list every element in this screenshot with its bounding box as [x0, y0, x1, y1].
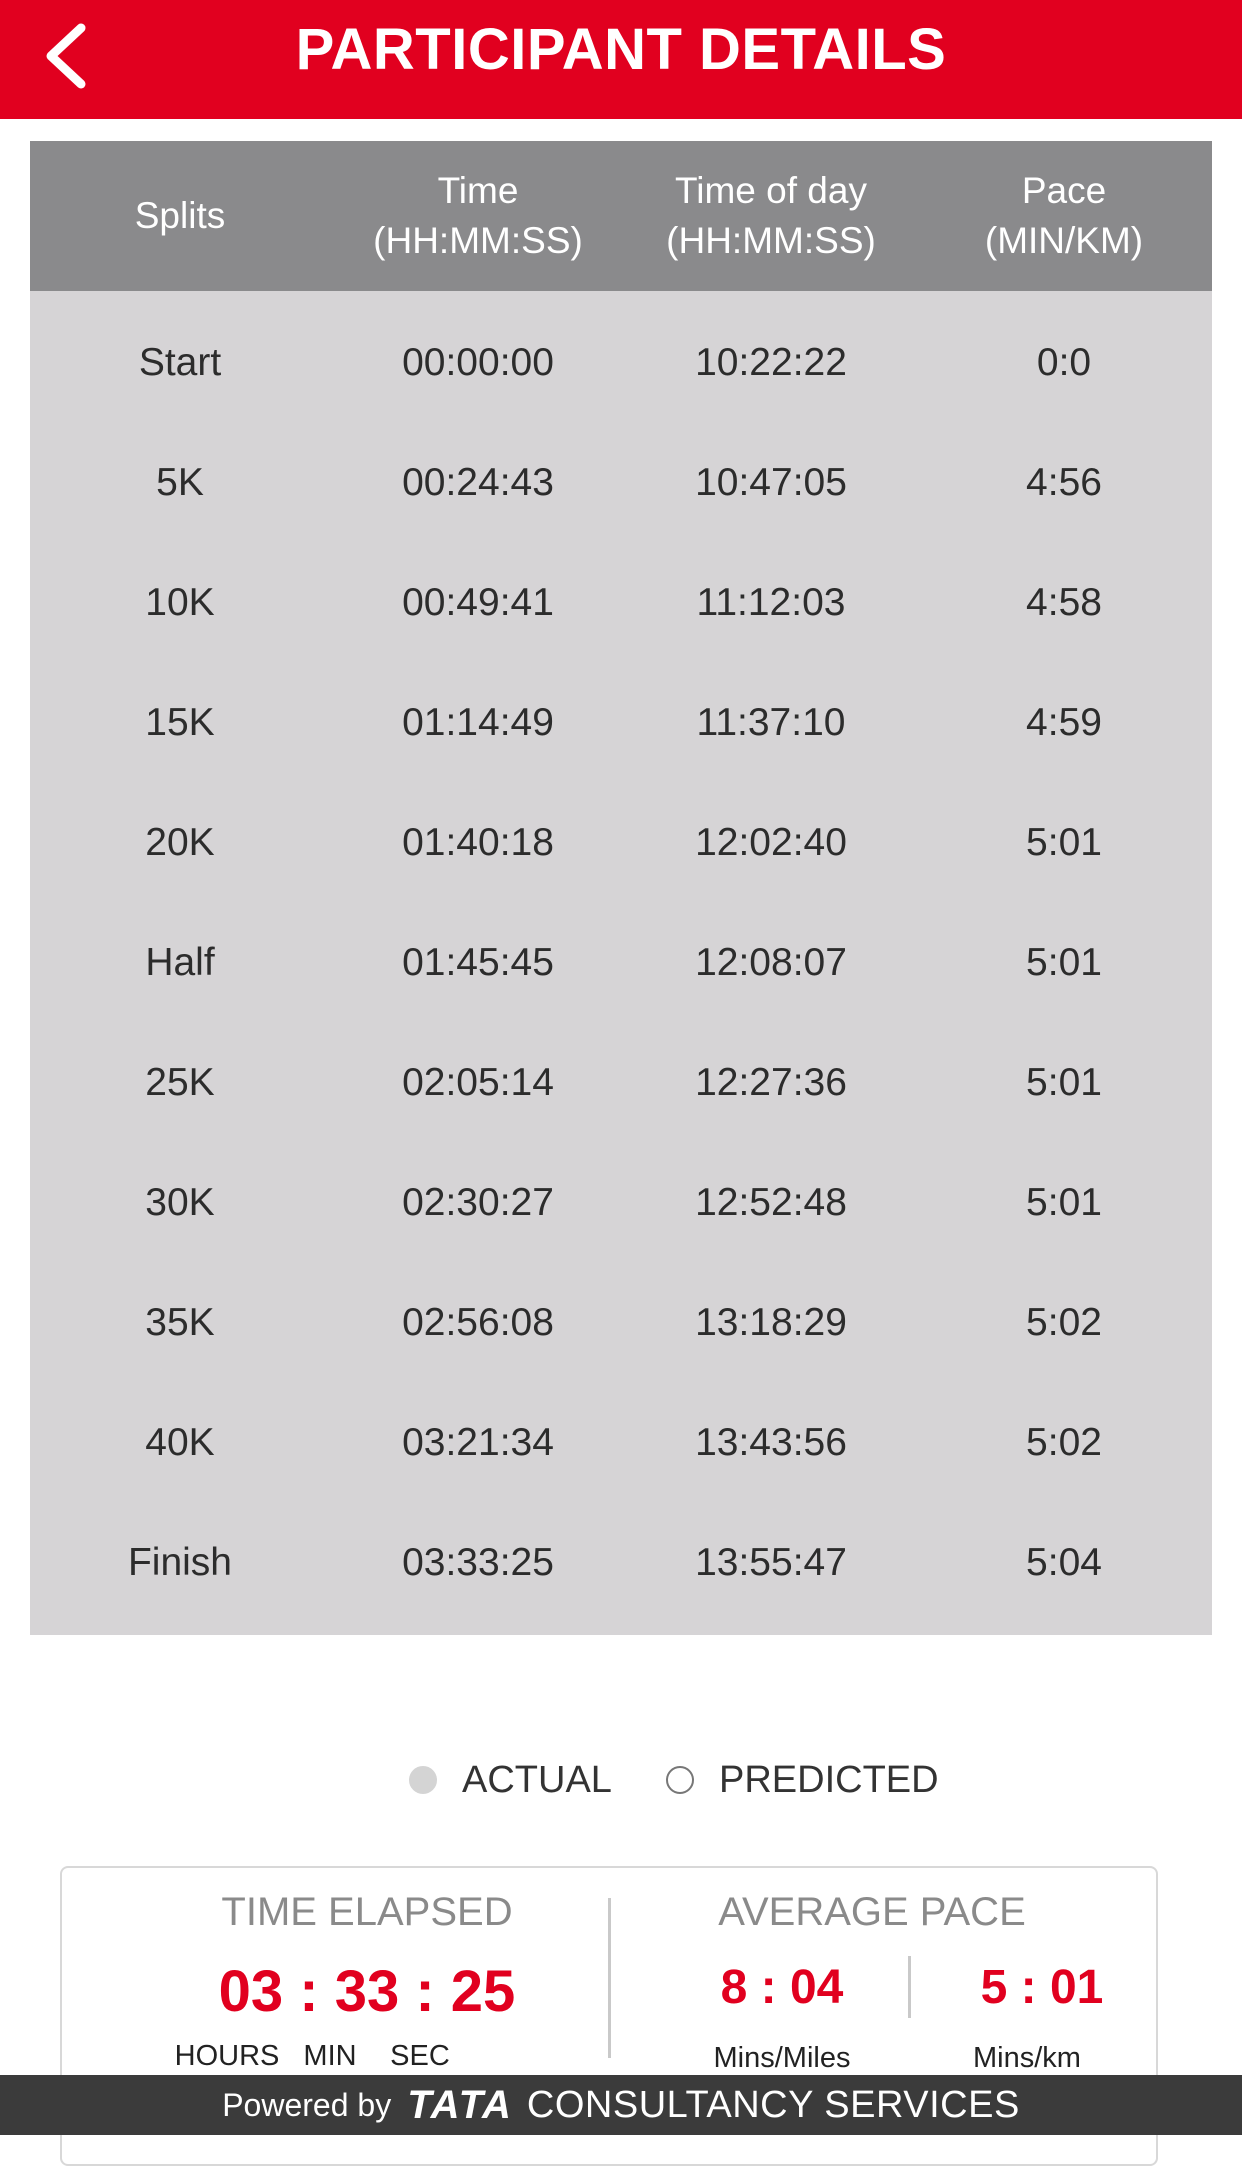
- table-row: [30, 903, 1212, 1023]
- page-title: PARTICIPANT DETAILS: [295, 17, 947, 82]
- cell-pace: 5:02: [1026, 1421, 1102, 1464]
- cell-split: 15K: [145, 701, 215, 744]
- col-header-splits: Splits: [134, 195, 226, 236]
- pace-miles-value: 8 : 04: [720, 1961, 844, 2014]
- predicted-label: PREDICTED: [719, 1758, 939, 1801]
- cell-pace: 5:01: [1026, 1181, 1102, 1224]
- cell-time-of-day: 10:22:22: [695, 341, 847, 384]
- cell-time-of-day: 12:27:36: [695, 1061, 847, 1104]
- col-header-pace: Pace (MIN/KM): [984, 170, 1144, 261]
- actual-label: ACTUAL: [462, 1758, 612, 1801]
- actual-radio[interactable]: [409, 1750, 612, 1810]
- cell-pace: 4:56: [1026, 461, 1102, 504]
- table-row: [30, 1383, 1212, 1503]
- stats-divider: [608, 1898, 611, 2058]
- cell-pace: 5:01: [1026, 821, 1102, 864]
- cell-time-of-day: 12:52:48: [695, 1181, 847, 1224]
- radio-selected-icon: [409, 1766, 437, 1794]
- cell-pace: 5:02: [1026, 1301, 1102, 1344]
- cell-time-of-day: 13:18:29: [695, 1301, 847, 1344]
- cell-split: 25K: [145, 1061, 215, 1104]
- cell-pace: 0:0: [1036, 341, 1092, 384]
- pace-miles-label: Mins/Miles: [713, 2042, 851, 2074]
- company-name: CONSULTANCY SERVICES: [526, 2083, 1020, 2126]
- cell-split: 30K: [145, 1181, 215, 1224]
- cell-split: 35K: [145, 1301, 215, 1344]
- predicted-radio[interactable]: [666, 1750, 939, 1810]
- cell-time: 00:49:41: [402, 581, 554, 624]
- cell-time: 03:33:25: [402, 1541, 554, 1584]
- time-elapsed-title: TIME ELAPSED: [221, 1890, 513, 1934]
- cell-split: 10K: [145, 581, 215, 624]
- cell-time-of-day: 13:43:56: [695, 1421, 847, 1464]
- cell-time: 02:56:08: [402, 1301, 554, 1344]
- average-pace-title: AVERAGE PACE: [718, 1890, 1026, 1934]
- cell-time-of-day: 12:08:07: [695, 941, 847, 984]
- pace-km-value: 5 : 01: [980, 1961, 1104, 2014]
- footer-bar: [0, 2075, 1242, 2135]
- cell-time-of-day: 12:02:40: [695, 821, 847, 864]
- time-elapsed-value: 03 : 33 : 25: [218, 1959, 516, 2024]
- cell-split: 40K: [145, 1421, 215, 1464]
- app-header: [0, 0, 1242, 119]
- cell-pace: 5:04: [1026, 1541, 1102, 1584]
- cell-split: Start: [138, 341, 222, 384]
- cell-split: 5K: [156, 461, 204, 504]
- table-row: [30, 1263, 1212, 1383]
- cell-split: 20K: [145, 821, 215, 864]
- cell-time-of-day: 11:37:10: [696, 701, 846, 744]
- cell-pace: 5:01: [1026, 1061, 1102, 1104]
- cell-time: 00:24:43: [402, 461, 554, 504]
- cell-time: 01:14:49: [402, 701, 554, 744]
- radio-unselected-icon: [666, 1766, 694, 1794]
- cell-time-of-day: 13:55:47: [695, 1541, 847, 1584]
- chevron-left-icon: [41, 22, 89, 90]
- sec-label: SEC: [390, 2040, 450, 2072]
- cell-time: 03:21:34: [402, 1421, 554, 1464]
- table-row: [30, 783, 1212, 903]
- table-header: [30, 141, 1212, 291]
- min-label: MIN: [303, 2040, 357, 2072]
- pace-km-label: Mins/km: [973, 2042, 1081, 2074]
- table-body: [30, 291, 1212, 1635]
- table-row: [30, 543, 1212, 663]
- table-row: [30, 1503, 1212, 1623]
- cell-pace: 5:01: [1026, 941, 1102, 984]
- cell-pace: 4:59: [1026, 701, 1102, 744]
- back-button[interactable]: [30, 18, 100, 94]
- cell-split: Half: [145, 941, 215, 984]
- powered-by-text: Powered by: [222, 2086, 392, 2123]
- cell-time: 01:45:45: [402, 941, 554, 984]
- cell-pace: 4:58: [1026, 581, 1102, 624]
- cell-time: 02:30:27: [402, 1181, 554, 1224]
- table-row: [30, 423, 1212, 543]
- cell-time: 01:40:18: [402, 821, 554, 864]
- pace-divider: [908, 1956, 911, 2018]
- cell-split: Finish: [127, 1541, 233, 1584]
- tata-logo: TATA: [407, 2082, 513, 2127]
- cell-time-of-day: 10:47:05: [695, 461, 847, 504]
- table-row: [30, 1143, 1212, 1263]
- col-header-time-of-day: Time of day (HH:MM:SS): [666, 170, 876, 261]
- table-row: [30, 1023, 1212, 1143]
- col-header-time: Time (HH:MM:SS): [373, 170, 583, 261]
- cell-time-of-day: 11:12:03: [696, 581, 846, 624]
- cell-time: 00:00:00: [402, 341, 554, 384]
- actual-predicted-toggle: [0, 1750, 1242, 1810]
- splits-table: [30, 141, 1212, 1635]
- table-row: [30, 663, 1212, 783]
- table-row: [30, 303, 1212, 423]
- hours-label: HOURS: [174, 2040, 280, 2072]
- cell-time: 02:05:14: [402, 1061, 554, 1104]
